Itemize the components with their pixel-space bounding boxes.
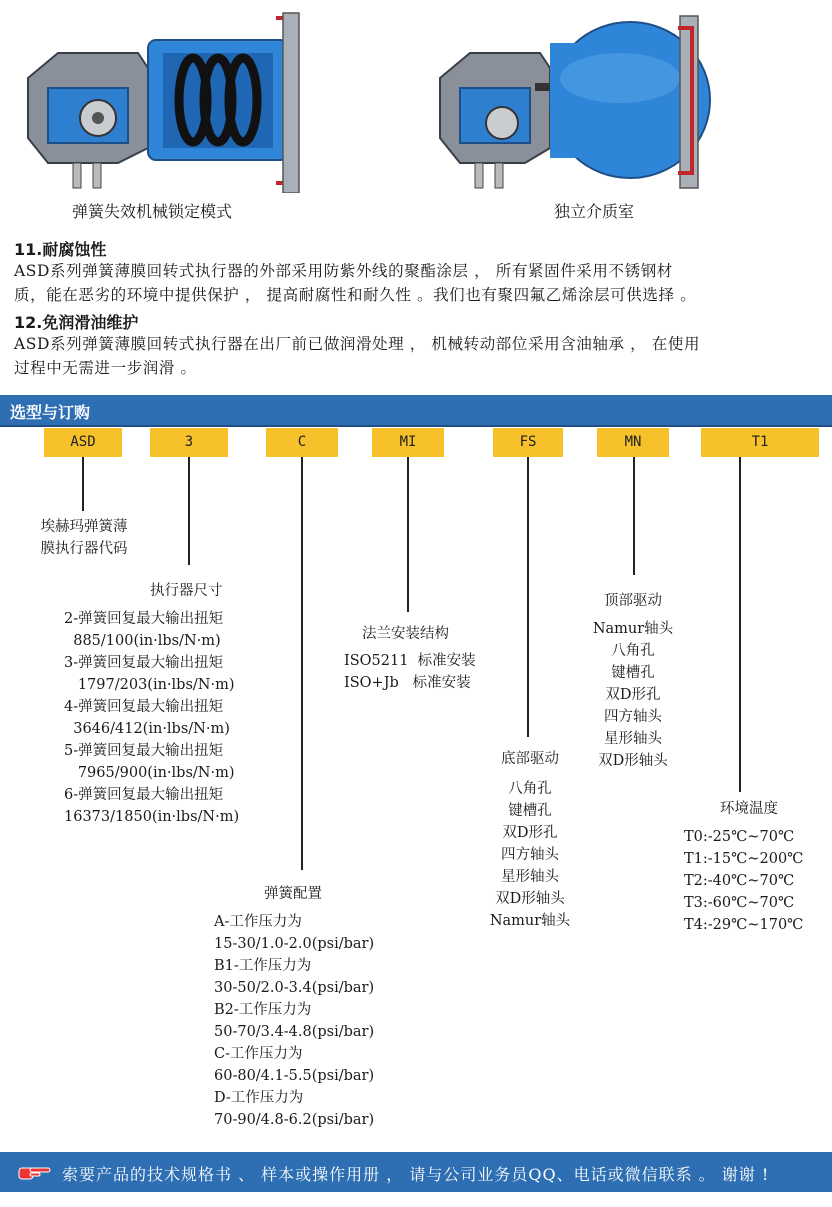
spring-line: B2-工作压力为 xyxy=(214,1002,312,1018)
temperature-options xyxy=(684,826,803,936)
code-box-model: ASD xyxy=(44,428,122,457)
section-title-lubrication: 12.免润滑油维护 xyxy=(14,313,139,332)
bottom-drive-line: 双D形孔 xyxy=(502,825,558,841)
temperature-line: T0:-25℃~70℃ xyxy=(684,829,795,845)
desc-line: 膜执行器代码 xyxy=(40,541,128,557)
connector-line-temperature xyxy=(739,457,741,792)
connector-line-top-drive xyxy=(633,457,635,575)
paragraph-line: ASD系列弹簧薄膜回转式执行器的外部采用防紫外线的聚酯涂层 ， 所有紧固件采用不锈钢材 xyxy=(14,262,673,280)
actuator-independent-chamber-illustration xyxy=(430,8,750,193)
spring-options xyxy=(214,911,374,1131)
flange-title: 法兰安装结构 xyxy=(362,626,449,642)
size-line: 6-弹簧回复最大输出扭矩 xyxy=(64,787,224,803)
temperature-line: T2:-40℃~70℃ xyxy=(684,873,795,889)
flange-line: ISO+Jb 标准安装 xyxy=(344,675,471,691)
connector-line-size xyxy=(188,457,190,565)
flange-options xyxy=(344,650,476,694)
footer-text: 索要产品的技术规格书 、 样本或操作用册 ， 请与公司业务员QQ、电话或微信联系 。 谢谢 ! xyxy=(62,1165,770,1184)
figure-caption-independent-chamber: 独立介质室 xyxy=(554,202,635,221)
ordering-title: 选型与订购 xyxy=(10,403,91,422)
spring-line: 30-50/2.0-3.4(psi/bar) xyxy=(214,980,375,996)
top-drive-line: 双D形孔 xyxy=(605,687,661,703)
code-box-top-drive: MN xyxy=(597,428,669,457)
spring-line: 15-30/1.0-2.0(psi/bar) xyxy=(214,936,375,952)
desc-line: 埃赫玛弹簧薄 xyxy=(40,519,128,535)
section-body-lubrication xyxy=(14,332,822,380)
size-line: 4-弹簧回复最大输出扭矩 xyxy=(64,699,224,715)
top-drive-description xyxy=(573,590,693,772)
code-box-temperature: T1 xyxy=(701,428,819,457)
temperature-line: T1:-15℃~200℃ xyxy=(684,851,804,867)
spring-line: A-工作压力为 xyxy=(214,914,302,930)
section-body-corrosion xyxy=(14,259,822,307)
bottom-drive-line: 八角孔 xyxy=(508,781,552,797)
top-drive-line: 四方轴头 xyxy=(604,709,662,725)
spring-line: C-工作压力为 xyxy=(214,1046,303,1062)
connector-line-flange xyxy=(407,457,409,612)
size-line: 3646/412(in·lbs/N·m) xyxy=(64,721,230,737)
figure-caption-spring-failsafe: 弹簧失效机械锁定模式 xyxy=(72,202,233,221)
connector-line-bottom-drive xyxy=(527,457,529,737)
spring-line: B1-工作压力为 xyxy=(214,958,312,974)
bottom-drive-line: 双D形轴头 xyxy=(495,891,565,907)
spring-line: D-工作压力为 xyxy=(214,1090,304,1106)
temperature-line: T4:-29℃~170℃ xyxy=(684,917,804,933)
code-box-flange: MI xyxy=(372,428,444,457)
bottom-drive-line: 四方轴头 xyxy=(501,847,559,863)
contact-footer xyxy=(0,1152,832,1192)
connector-line-spring xyxy=(301,457,303,870)
paragraph-line: ASD系列弹簧薄膜回转式执行器在出厂前已做润滑处理 ， 机械转动部位采用含油轴承 ， 在使用 xyxy=(14,335,701,353)
temperature-line: T3:-60℃~70℃ xyxy=(684,895,795,911)
ordering-banner xyxy=(0,395,832,427)
size-line: 7965/900(in·lbs/N·m) xyxy=(64,765,235,781)
code-box-spring: C xyxy=(266,428,338,457)
size-line: 2-弹簧回复最大输出扭矩 xyxy=(64,611,224,627)
connector-line-model xyxy=(82,457,84,511)
bottom-drive-line: 星形轴头 xyxy=(501,869,559,885)
size-title: 执行器尺寸 xyxy=(150,583,223,599)
size-line: 16373/1850(in·lbs/N·m) xyxy=(64,809,240,825)
model-code-description xyxy=(24,516,144,560)
top-drive-title: 顶部驱动 xyxy=(604,593,662,609)
top-drive-line: 八角孔 xyxy=(611,643,655,659)
section-title-corrosion: 11.耐腐蚀性 xyxy=(14,240,107,259)
flange-line: ISO5211 标准安装 xyxy=(344,653,476,669)
size-line: 885/100(in·lbs/N·m) xyxy=(64,633,221,649)
bottom-drive-line: 键槽孔 xyxy=(508,803,552,819)
bottom-drive-title: 底部驱动 xyxy=(501,751,559,767)
spring-actuator-cutaway-figure xyxy=(18,8,318,193)
pointing-hand-icon xyxy=(18,1163,52,1181)
spring-line: 50-70/3.4-4.8(psi/bar) xyxy=(214,1024,375,1040)
code-box-size: 3 xyxy=(150,428,228,457)
size-options xyxy=(64,608,239,828)
top-drive-line: 键槽孔 xyxy=(611,665,655,681)
size-line: 1797/203(in·lbs/N·m) xyxy=(64,677,235,693)
temperature-title: 环境温度 xyxy=(720,801,778,817)
top-drive-line: 双D形轴头 xyxy=(598,753,668,769)
bottom-drive-line: Namur轴头 xyxy=(489,913,571,929)
spring-title: 弹簧配置 xyxy=(264,886,322,902)
code-box-bottom-drive: FS xyxy=(493,428,563,457)
size-line: 5-弹簧回复最大输出扭矩 xyxy=(64,743,224,759)
independent-chamber-figure xyxy=(430,8,750,193)
paragraph-line: 过程中无需进一步润滑 。 xyxy=(14,359,197,377)
top-drive-line: 星形轴头 xyxy=(604,731,662,747)
bottom-drive-description xyxy=(470,748,590,932)
paragraph-line: 质，能在恶劣的环境中提供保护 ， 提高耐腐性和耐久性 。我们也有聚四氟乙烯涂层可供选择 。 xyxy=(14,286,697,304)
size-line: 3-弹簧回复最大输出扭矩 xyxy=(64,655,224,671)
actuator-spring-cutaway-illustration xyxy=(18,8,318,193)
top-drive-line: Namur轴头 xyxy=(592,621,674,637)
spring-line: 70-90/4.8-6.2(psi/bar) xyxy=(214,1112,375,1128)
spring-line: 60-80/4.1-5.5(psi/bar) xyxy=(214,1068,375,1084)
